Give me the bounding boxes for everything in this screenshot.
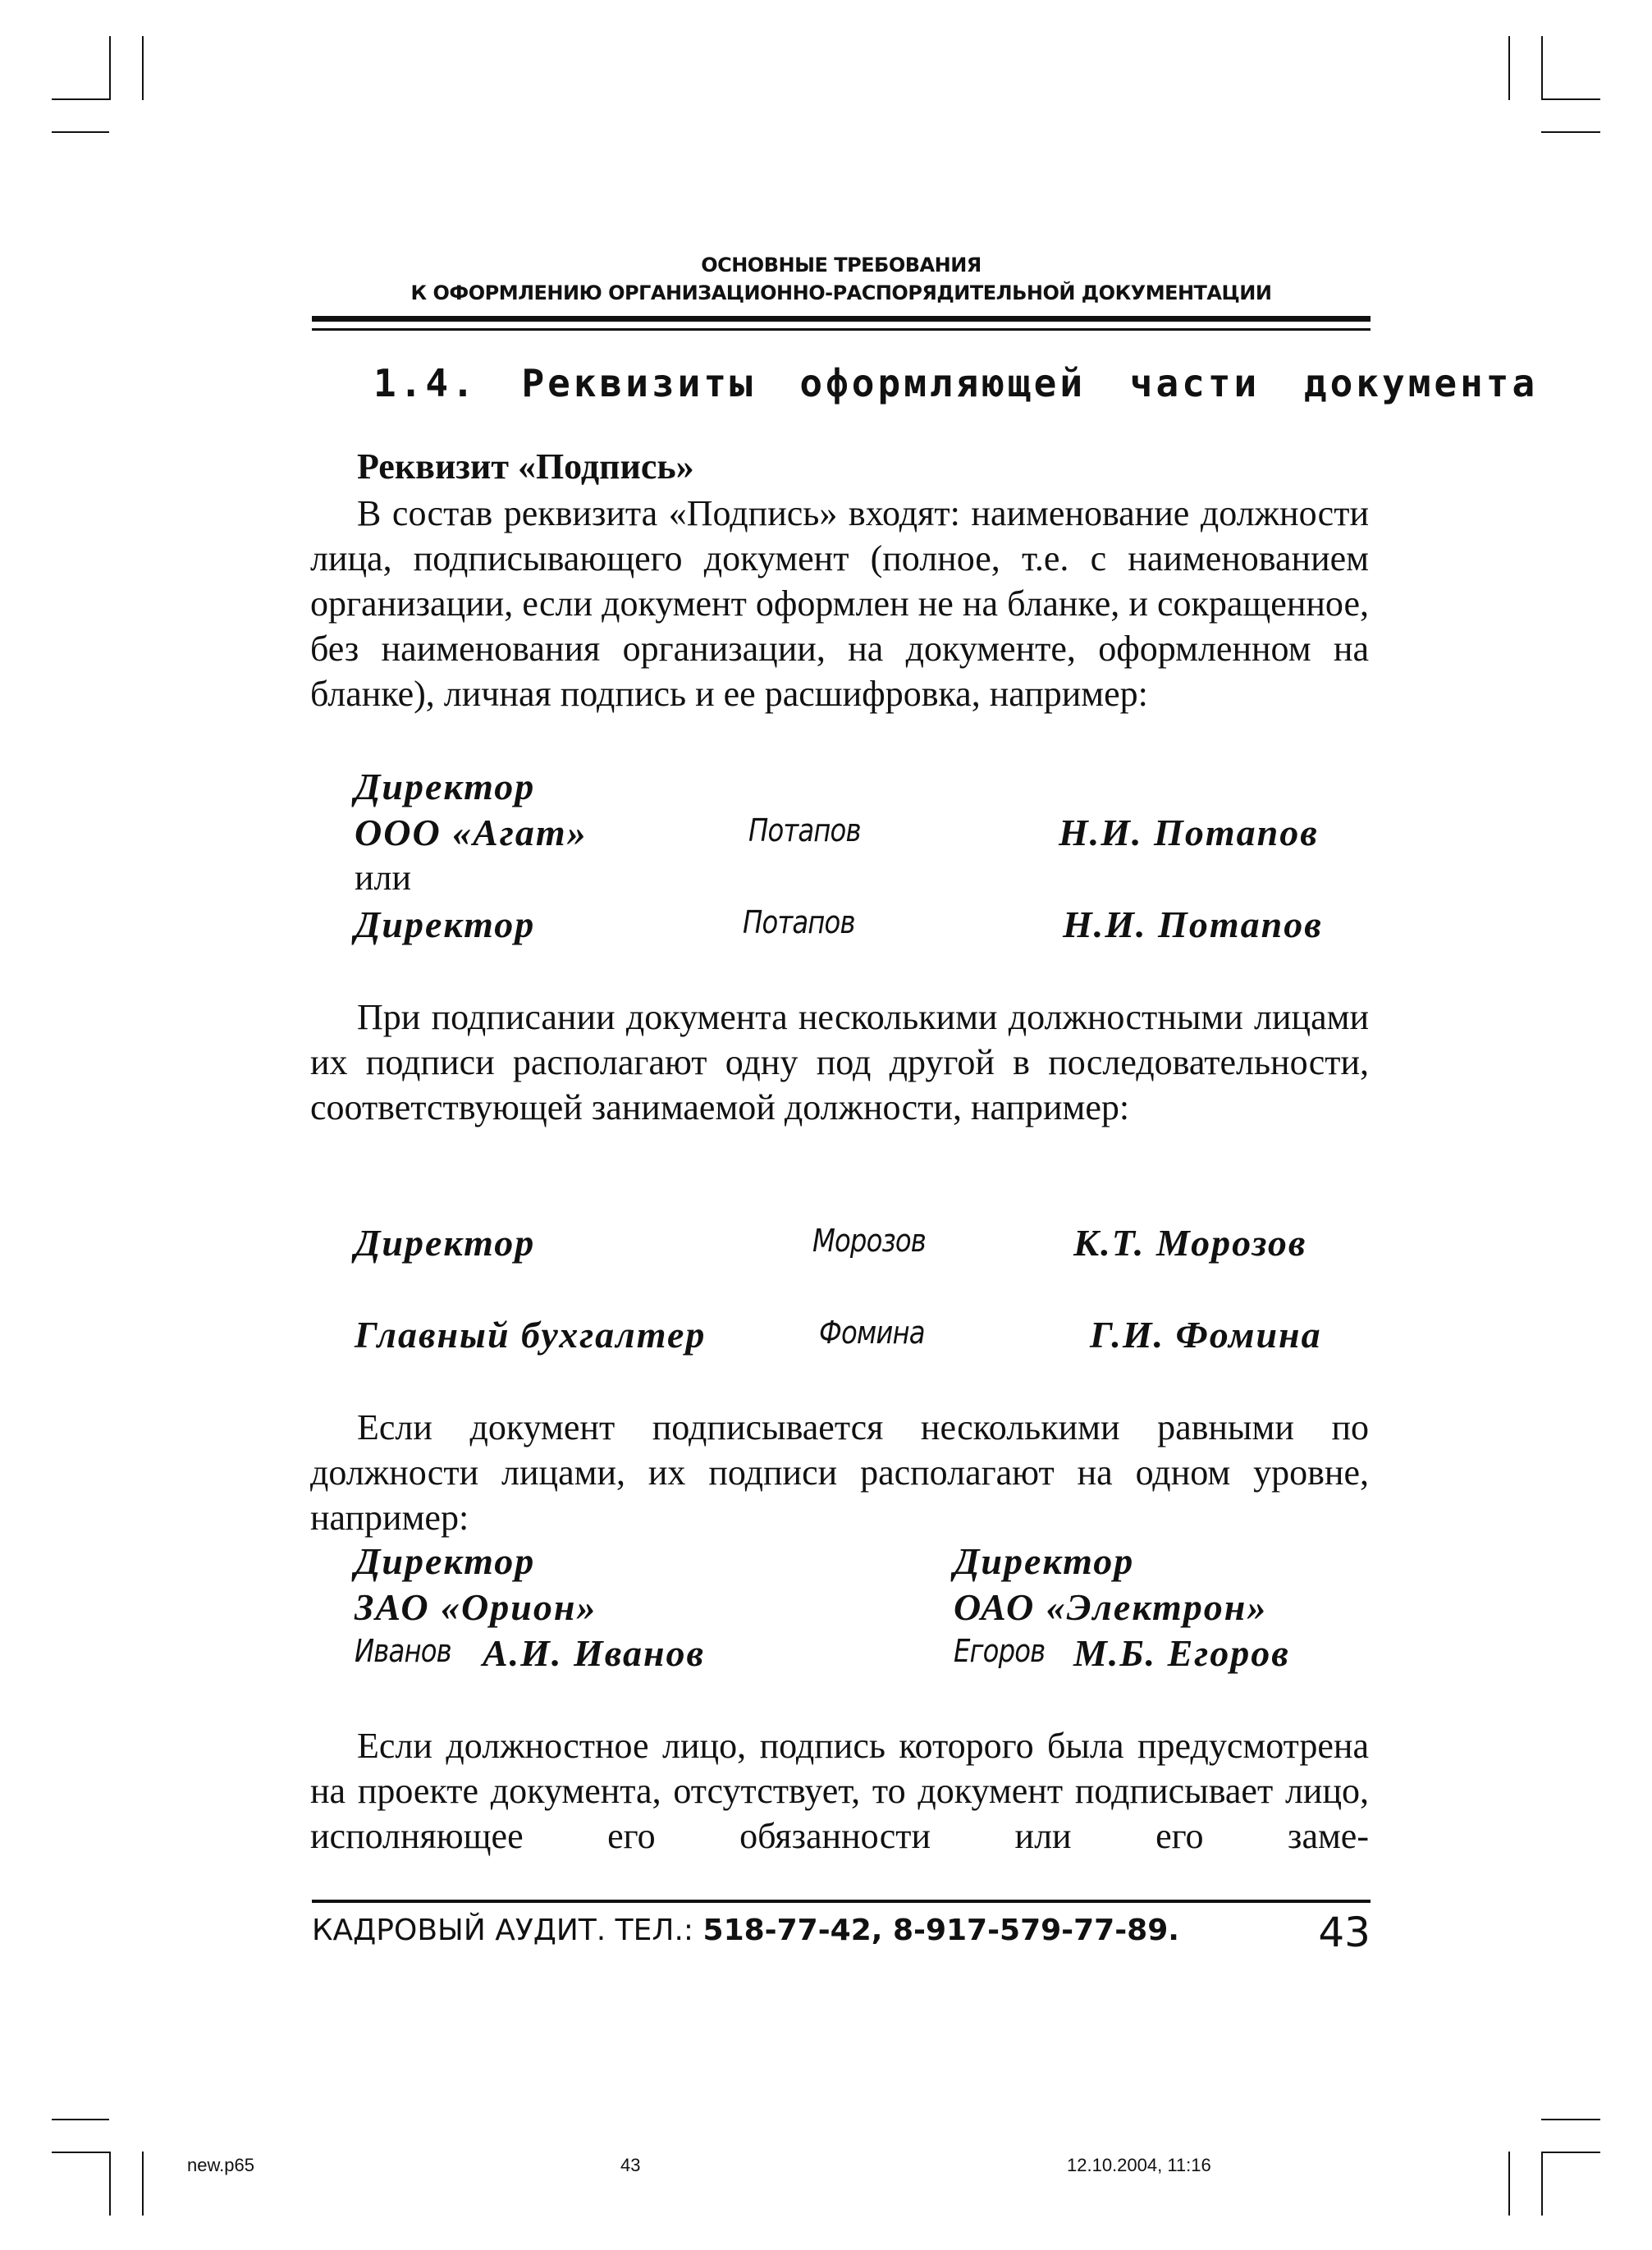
- example2-row2-name: Г.И. Фомина: [1090, 1314, 1322, 1356]
- crop-mark: [142, 36, 144, 100]
- print-datetime: 12.10.2004, 11:16: [1067, 2155, 1211, 2175]
- example3-left-title: Директор: [355, 1540, 536, 1582]
- example2-row1-title: Директор: [355, 1222, 536, 1264]
- paragraph-3: Если документ подписывается несколькими равными по должности лицами, их подписи располагают на одном уровне, например:: [310, 1407, 1369, 1538]
- example1-signature: Потапов: [748, 812, 861, 848]
- crop-mark: [52, 2119, 109, 2120]
- example1-name: Н.И. Потапов: [1059, 812, 1319, 853]
- section-title: 1.4. Реквизиты оформляющей части документа: [373, 361, 1539, 405]
- paragraph-1: В состав реквизита «Подпись» входят: наименование должности лица, подписывающего документ (полное, т.е. с наименованием организации, если документ оформлен не на бланке, и сокращенное, без наименования организации, на документе, оформленном на бланке), личная подпись и ее расшифровка, например:: [310, 493, 1369, 714]
- paragraph-2: При подписании документа несколькими должностными лицами их подписи располагают одну под другой в последовательности, соответствующей занимаемой должности, например:: [310, 997, 1369, 1127]
- paragraph-4: Если должностное лицо, подпись которого была предусмотрена на проекте документа, отсутствует, то документ подписывает лицо, исполняющее его обязанности или его заме-: [310, 1726, 1369, 1856]
- example2-row1-signature: Морозов: [812, 1223, 926, 1259]
- print-page: 43: [620, 2155, 641, 2175]
- footer-label: КАДРОВЫЙ АУДИТ. ТЕЛ.:: [312, 1914, 703, 1947]
- example2-row2-signature: Фомина: [819, 1315, 925, 1351]
- running-header: [312, 251, 1371, 307]
- crop-mark: [1541, 2152, 1543, 2216]
- example3-left-signature: Иванов: [355, 1633, 451, 1669]
- example3-left-org: ЗАО «Орион»: [355, 1586, 597, 1628]
- example3-right-org: ОАО «Электрон»: [954, 1586, 1268, 1628]
- footer-text: [312, 1914, 1179, 1947]
- crop-mark: [109, 2152, 111, 2216]
- example1-or: или: [355, 857, 412, 898]
- footer-rule: [312, 1900, 1371, 1903]
- crop-mark: [1508, 2152, 1510, 2216]
- example2-row2-title: Главный бухгалтер: [355, 1314, 707, 1356]
- page-number: 43: [1318, 1909, 1371, 1956]
- crop-mark: [1541, 131, 1600, 133]
- crop-mark: [1541, 2152, 1600, 2153]
- example3-left-name: А.И. Иванов: [483, 1632, 706, 1674]
- crop-mark: [109, 36, 111, 100]
- crop-mark: [1541, 2119, 1600, 2120]
- header-rule-thick: [312, 316, 1371, 322]
- example1-name2: Н.И. Потапов: [1063, 903, 1323, 945]
- example3-right-name: М.Б. Егоров: [1073, 1632, 1290, 1674]
- crop-mark: [142, 2152, 144, 2216]
- crop-mark: [1541, 36, 1543, 100]
- subheading: Реквизит «Подпись»: [357, 446, 694, 487]
- example3-right-title: Директор: [954, 1540, 1135, 1582]
- example1-title: Директор: [355, 766, 536, 807]
- crop-mark: [52, 131, 109, 133]
- crop-mark: [1508, 36, 1510, 100]
- example1-org: ООО «Агат»: [355, 812, 588, 853]
- footer-phones: 518-77-42, 8-917-579-77-89.: [702, 1914, 1179, 1947]
- running-header-line2: К ОФОРМЛЕНИЮ ОРГАНИЗАЦИОННО-РАСПОРЯДИТЕЛЬНОЙ ДОКУМЕНТАЦИИ: [410, 281, 1272, 304]
- print-file-name: new.p65: [187, 2155, 254, 2175]
- crop-mark: [52, 98, 109, 100]
- running-header-line1: ОСНОВНЫЕ ТРЕБОВАНИЯ: [701, 254, 982, 277]
- example1-title2: Директор: [355, 903, 536, 945]
- header-rule-thin: [312, 328, 1371, 331]
- crop-mark: [1541, 98, 1600, 100]
- crop-mark: [52, 2152, 109, 2153]
- example2-row1-name: К.Т. Морозов: [1073, 1222, 1307, 1264]
- example3-right-signature: Егоров: [954, 1633, 1046, 1669]
- example1-signature2: Потапов: [743, 904, 855, 940]
